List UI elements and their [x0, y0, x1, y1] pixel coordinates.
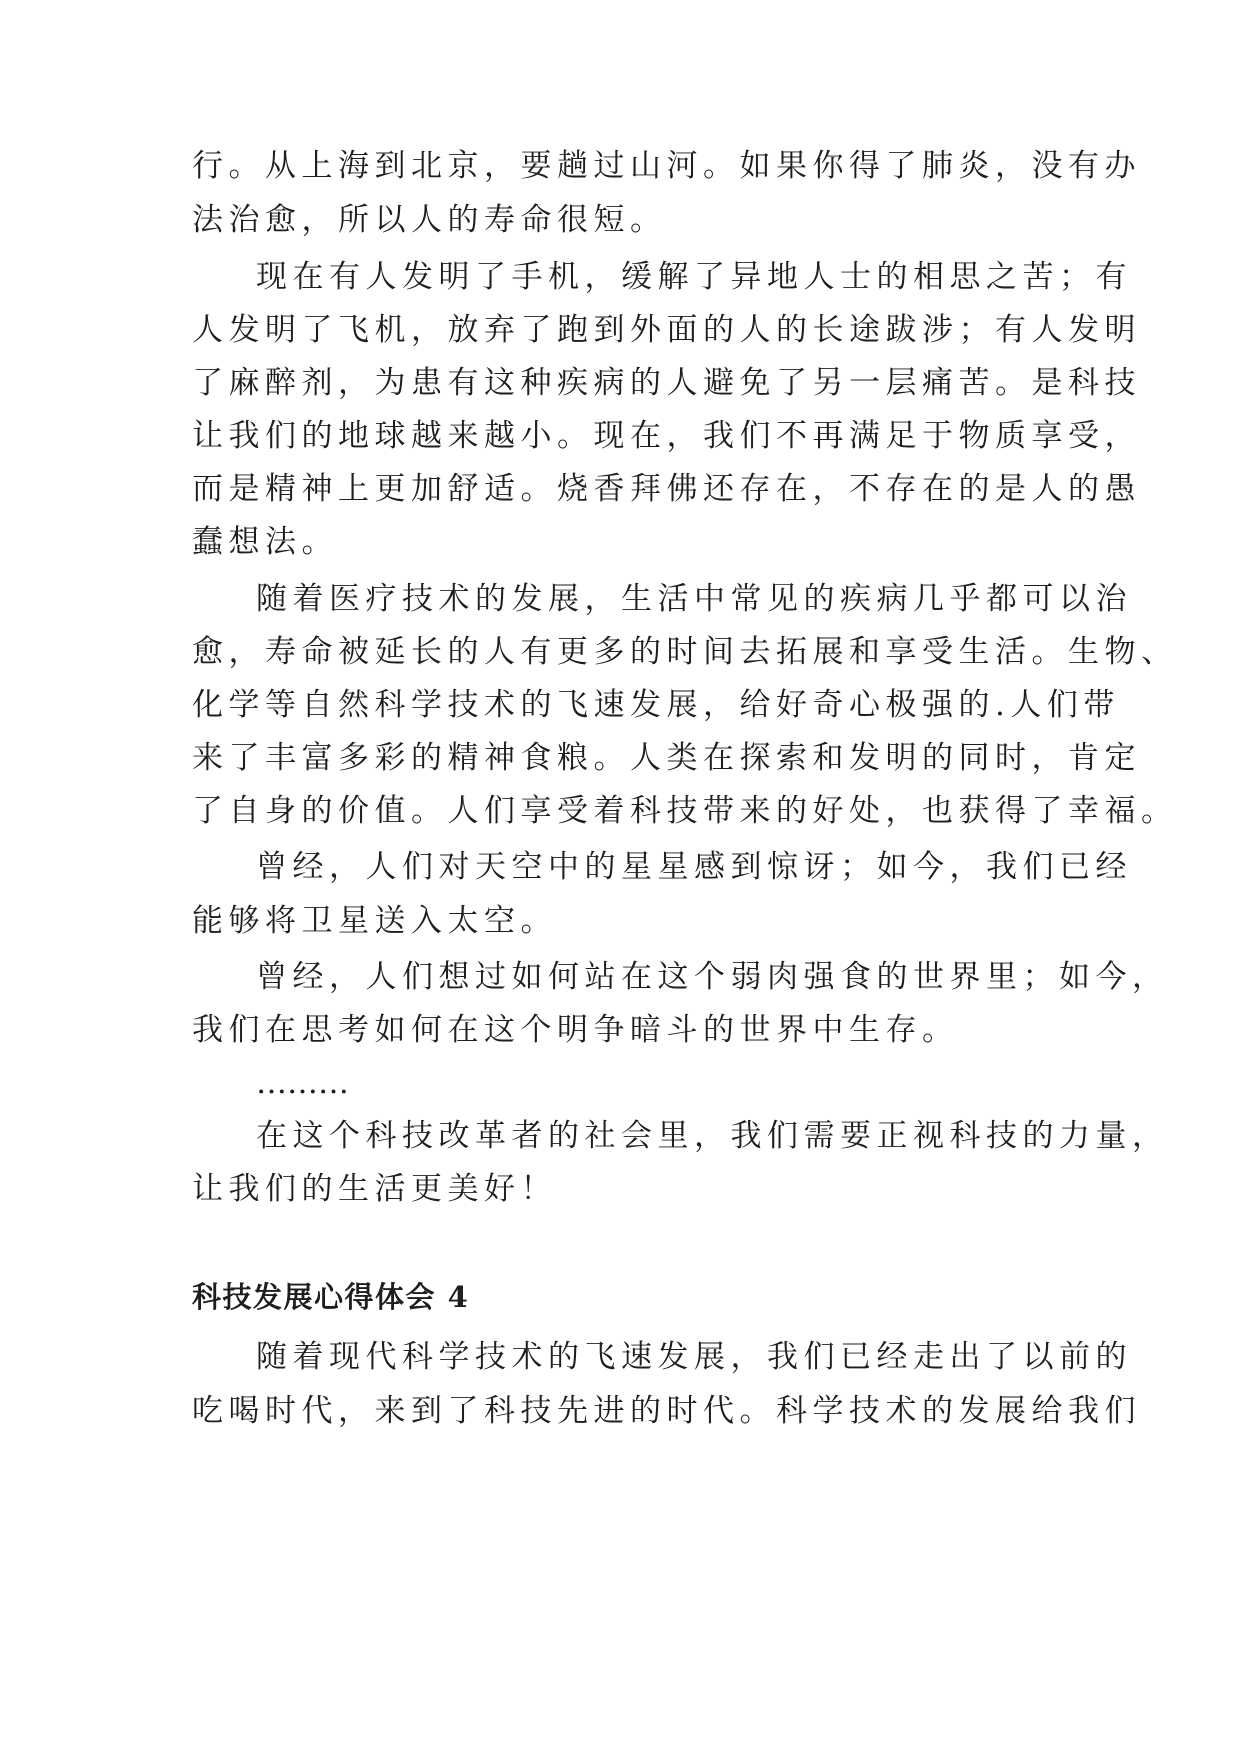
section-title: 科技发展心得体会 4: [192, 1280, 470, 1314]
paragraph-line: 能够将卫星送入太空。: [192, 903, 557, 939]
paragraph-line: 让我们的生活更美好！: [192, 1171, 557, 1207]
paragraph-line: 行。从上海到北京，要趟过山河。如果你得了肺炎，没有办: [192, 148, 1141, 184]
paragraph-line: 人发明了飞机，放弃了跑到外面的人的长途跋涉；有人发明: [192, 312, 1141, 348]
paragraph-line: 愈，寿命被延长的人有更多的时间去拓展和享受生活。生物、: [192, 634, 1178, 670]
paragraph-line: 在这个科技改革者的社会里，我们需要正视科技的力量，: [256, 1118, 1169, 1154]
paragraph-line: 曾经，人们想过如何站在这个弱肉强食的世界里；如今，: [256, 959, 1169, 995]
paragraph-line: 化学等自然科学技术的飞速发展，给好奇心极强的.人们带: [192, 687, 1120, 723]
ellipsis-line: ………: [256, 1065, 349, 1101]
paragraph-line: 而是精神上更加舒适。烧香拜佛还存在，不存在的是人的愚: [192, 471, 1141, 507]
paragraph-line: 随着医疗技术的发展，生活中常见的疾病几乎都可以治: [256, 581, 1132, 617]
paragraph-line: 了自身的价值。人们享受着科技带来的好处，也获得了幸福。: [192, 793, 1178, 829]
paragraph-line: 蠢想法。: [192, 524, 338, 560]
paragraph-line: 随着现代科学技术的飞速发展，我们已经走出了以前的: [256, 1339, 1132, 1375]
paragraph-line: 曾经，人们对天空中的星星感到惊讶；如今，我们已经: [256, 849, 1132, 885]
paragraph-line: 吃喝时代，来到了科技先进的时代。科学技术的发展给我们: [192, 1393, 1141, 1429]
paragraph-line: 法治愈，所以人的寿命很短。: [192, 202, 667, 238]
paragraph-line: 我们在思考如何在这个明争暗斗的世界中生存。: [192, 1012, 959, 1048]
paragraph-line: 来了丰富多彩的精神食粮。人类在探索和发明的同时，肯定: [192, 740, 1141, 776]
paragraph-line: 现在有人发明了手机，缓解了异地人士的相思之苦；有: [256, 259, 1132, 295]
paragraph-line: 让我们的地球越来越小。现在，我们不再满足于物质享受，: [192, 418, 1141, 454]
paragraph-line: 了麻醉剂，为患有这种疾病的人避免了另一层痛苦。是科技: [192, 365, 1141, 401]
